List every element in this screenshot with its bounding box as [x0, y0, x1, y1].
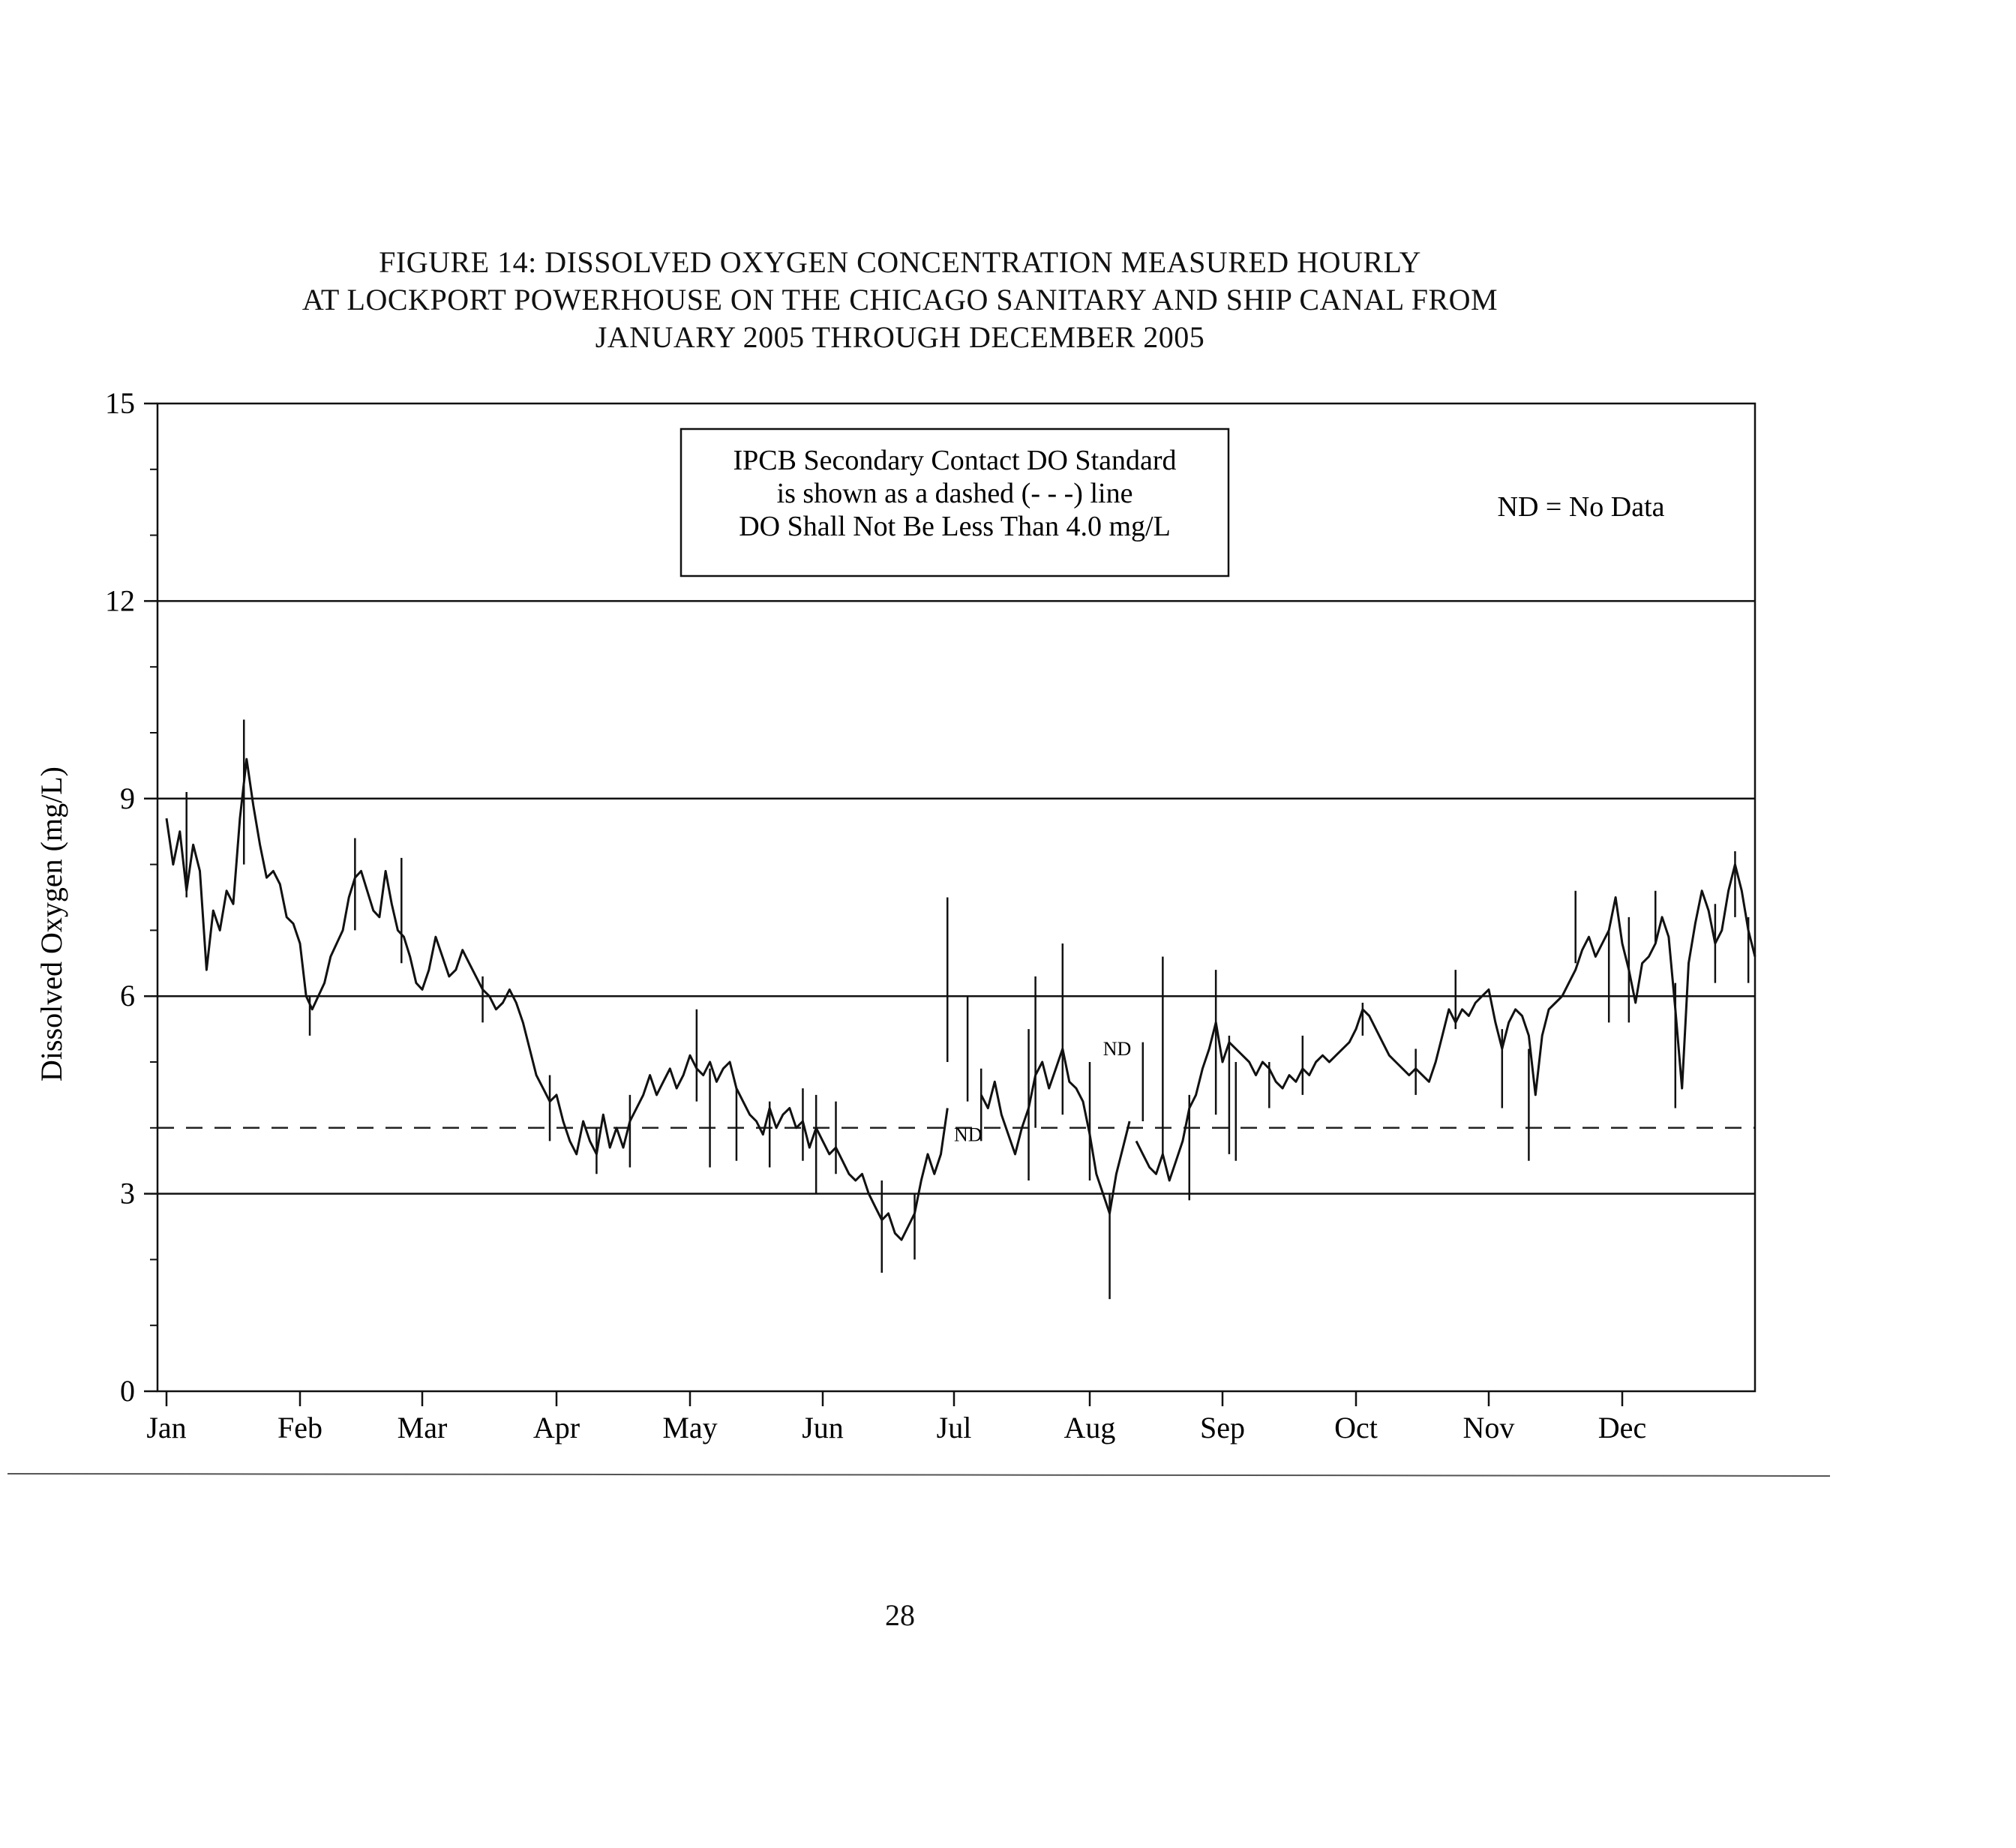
x-tick-label: Mar: [397, 1411, 448, 1444]
standard-note-box: [681, 429, 1228, 576]
x-tick-label: Aug: [1064, 1411, 1116, 1444]
x-tick-label: Feb: [278, 1411, 322, 1444]
y-tick-label: 12: [105, 584, 135, 618]
note-line-1: IPCB Secondary Contact DO Standard: [733, 445, 1177, 476]
x-tick-label: Dec: [1598, 1411, 1647, 1444]
nd-marker-label: ND: [1102, 1038, 1132, 1060]
note-line-2: is shown as a dashed (- - -) line: [776, 478, 1133, 509]
nd-marker-label: ND: [954, 1124, 982, 1146]
x-tick-label: Jan: [146, 1411, 187, 1444]
do-series-line: [166, 759, 947, 1240]
figure-title-line-3: JANUARY 2005 THROUGH DECEMBER 2005: [595, 320, 1205, 354]
x-tick-label: Sep: [1200, 1411, 1245, 1444]
x-tick-label: Jul: [936, 1411, 972, 1444]
page-rule: [8, 1474, 1830, 1476]
x-tick-label: Oct: [1334, 1411, 1378, 1444]
x-tick-label: Apr: [532, 1411, 580, 1444]
y-tick-label: 15: [105, 386, 135, 420]
figure-title-line-2: AT LOCKPORT POWERHOUSE ON THE CHICAGO SANITARY AND SHIP CANAL FROM: [302, 283, 1498, 316]
y-axis-label: Dissolved Oxygen (mg/L): [34, 766, 68, 1082]
note-line-3: DO Shall Not Be Less Than 4.0 mg/L: [739, 511, 1171, 542]
x-tick-label: Nov: [1462, 1411, 1515, 1444]
figure-title-line-1: FIGURE 14: DISSOLVED OXYGEN CONCENTRATION MEASURED HOURLY: [379, 245, 1421, 279]
y-tick-label: 6: [120, 979, 135, 1013]
x-tick-label: Jun: [802, 1411, 844, 1444]
do-series-line: [981, 1048, 1130, 1214]
x-tick-label: May: [662, 1411, 718, 1444]
nd-legend-note: ND = No Data: [1497, 491, 1665, 523]
y-tick-label: 9: [120, 781, 135, 815]
y-tick-label: 3: [120, 1176, 135, 1210]
y-tick-label: 0: [120, 1374, 135, 1408]
page-number: 28: [885, 1598, 915, 1632]
